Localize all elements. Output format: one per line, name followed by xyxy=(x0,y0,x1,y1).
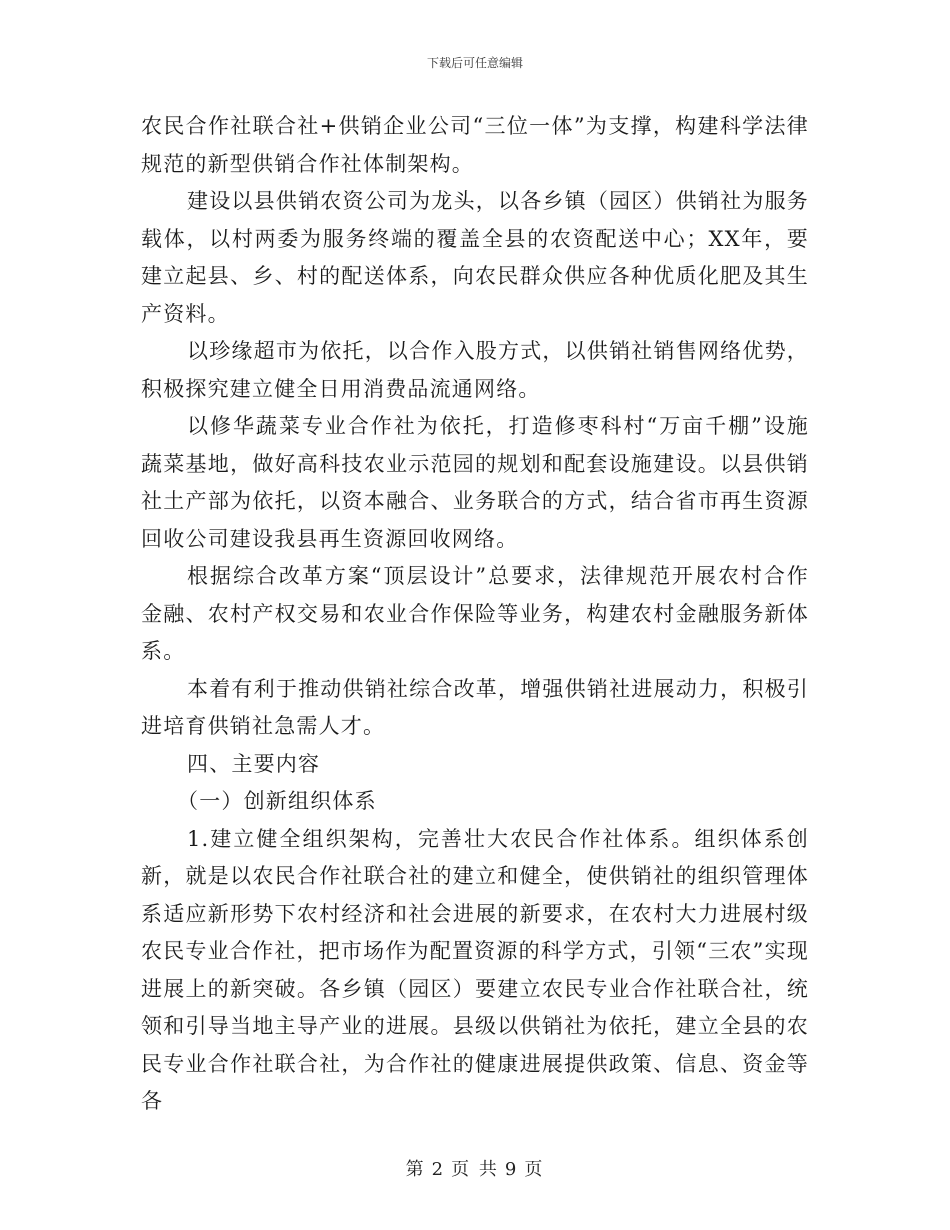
footer-total-pages: 9 xyxy=(504,1159,519,1180)
body-paragraph-3: 以珍缘超市为依托，以合作入股方式，以供销社销售网络优势，积极探究建立健全日用消费品流通网络。 xyxy=(141,339,809,401)
body-paragraph-1: 农民合作社联合社+供销企业公司“三位一体”为支撑，构建科学法律规范的新型供销合作社体制架构。 xyxy=(141,114,809,176)
body-paragraph-4: 以修华蔬菜专业合作社为依托，打造修枣科村“万亩千棚”设施蔬菜基地，做好高科技农业示范园的规划和配套设施建设。以县供销社土产部为依托，以资本融合、业务联合的方式，结合省市再生资源回收公司建设我县再生资源回收网络。 xyxy=(141,414,809,551)
page-header-note: 下载后可任意编辑 xyxy=(426,56,523,70)
body-paragraph-5: 根据综合改革方案“顶层设计”总要求，法律规范开展农村合作金融、农村产权交易和农业合作保险等业务，构建农村金融服务新体系。 xyxy=(141,564,809,663)
subsection-heading: （一）创新组织体系 xyxy=(177,789,377,813)
footer-suffix: 页 xyxy=(524,1159,545,1180)
footer-middle: 页 共 xyxy=(451,1159,499,1180)
body-paragraph-6: 本着有利于推动供销社综合改革，增强供销社进展动力，积极引进培育供销社急需人才。 xyxy=(141,676,809,738)
page-footer xyxy=(0,1155,950,1181)
document-body xyxy=(141,108,809,1121)
footer-current-page: 2 xyxy=(431,1159,446,1180)
footer-prefix: 第 xyxy=(405,1159,426,1180)
body-paragraph-7: 1.建立健全组织架构，完善壮大农民合作社体系。组织体系创新，就是以农民合作社联合社的建立和健全，使供销社的组织管理体系适应新形势下农村经济和社会进展的新要求，在农村大力进展村级农民专业合作社，把市场作为配置资源的科学方式，引领“三农”实现进展上的新突破。各乡镇（园区）要建立农民专业合作社联合社，统领和引导当地主导产业的进展。县级以供销社为依托，建立全县的农民专业合作社联合社，为合作社的健康进展提供政策、信息、资金等各 xyxy=(141,826,809,1113)
body-paragraph-2: 建设以县供销农资公司为龙头，以各乡镇（园区）供销社为服务载体，以村两委为服务终端的覆盖全县的农资配送中心；XX年，要建立起县、乡、村的配送体系，向农民群众供应各种优质化肥及其生产资料。 xyxy=(141,189,809,326)
section-heading: 四、主要内容 xyxy=(187,751,321,776)
